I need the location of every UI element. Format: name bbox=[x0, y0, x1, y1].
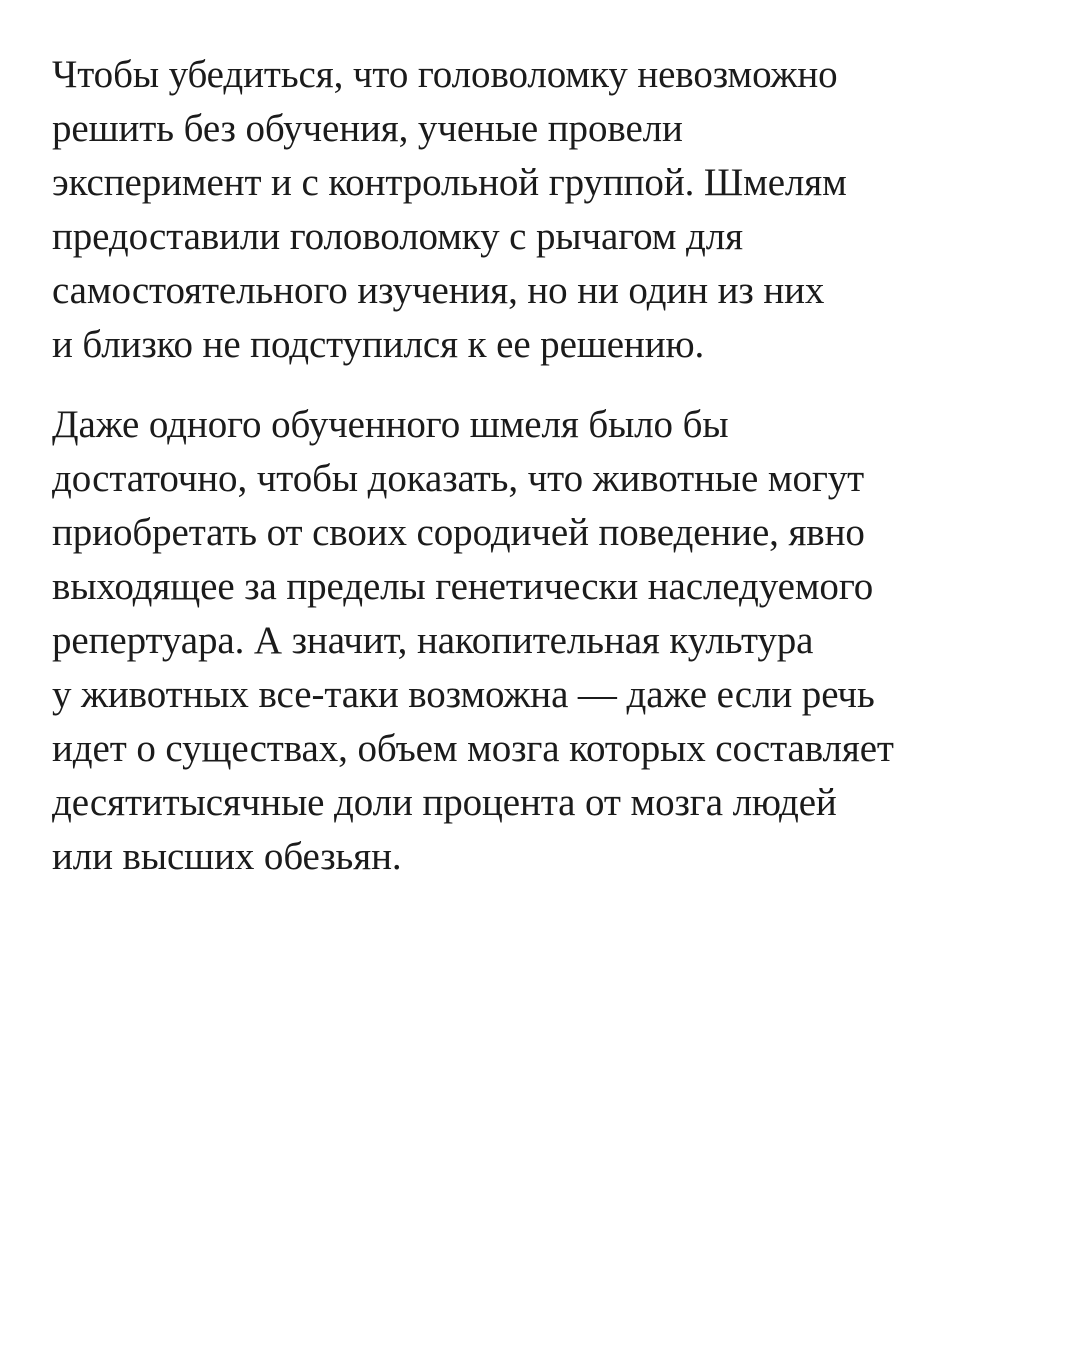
paragraph-2 bbox=[52, 398, 1042, 884]
text-line: или высших обезьян. bbox=[52, 835, 402, 878]
text-line: выходящее за пределы генетически наследуемого bbox=[52, 565, 874, 608]
article-text bbox=[52, 48, 1042, 884]
text-line: эксперимент и с контрольной группой. Шмелям bbox=[52, 161, 847, 204]
paragraph-1 bbox=[52, 48, 1042, 372]
text-line: предоставили головоломку с рычагом для bbox=[52, 215, 743, 258]
text-line: у животных все-таки возможна — даже если речь bbox=[52, 673, 875, 716]
text-line: самостоятельного изучения, но ни один из них bbox=[52, 269, 825, 312]
text-line: и близко не подступился к ее решению. bbox=[52, 323, 705, 366]
text-line: приобретать от своих сородичей поведение, явно bbox=[52, 511, 865, 554]
text-line: Чтобы убедиться, что головоломку невозможно bbox=[52, 53, 838, 96]
text-line: десятитысячные доли процента от мозга людей bbox=[52, 781, 837, 824]
text-line: репертуара. А значит, накопительная культура bbox=[52, 619, 814, 662]
text-line: Даже одного обученного шмеля было бы bbox=[52, 403, 729, 446]
text-line: достаточно, чтобы доказать, что животные могут bbox=[52, 457, 865, 500]
text-line: идет о существах, объем мозга которых составляет bbox=[52, 727, 894, 770]
text-line: решить без обучения, ученые провели bbox=[52, 107, 683, 150]
